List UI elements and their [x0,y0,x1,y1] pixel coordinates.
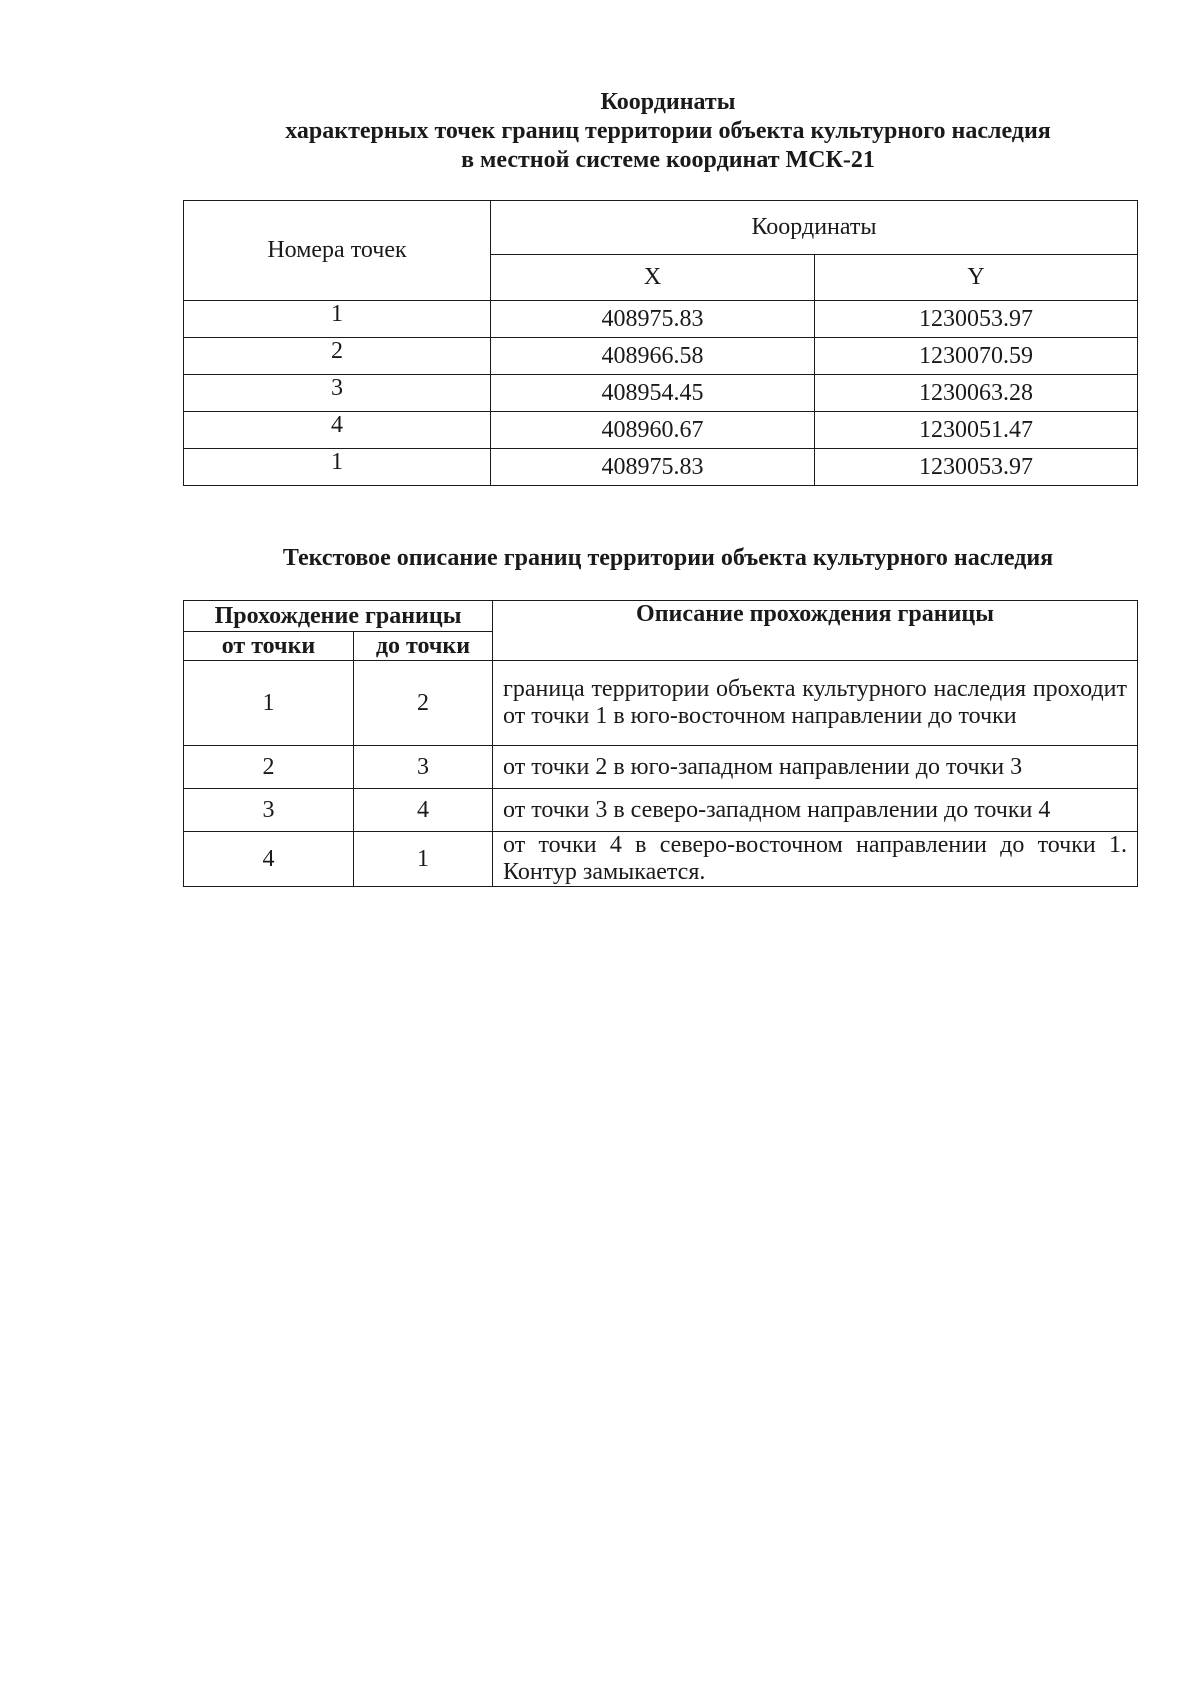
point-number: 2 [184,338,491,375]
table-row [184,375,1138,412]
from-point: 3 [184,789,354,832]
table-row [184,789,1138,832]
from-point: 4 [184,832,354,887]
header-to-point: до точки [354,632,493,661]
x-value: 408966.58 [491,338,815,375]
y-value: 1230053.97 [815,449,1138,486]
boundary-description-text: от точки 2 в юго-западном направлении до точки 3 [503,753,1023,780]
heading-line-1: Координаты [600,89,736,115]
boundary-description [493,789,1138,832]
heading-line-3: в местной системе координат МСК-21 [461,147,875,173]
boundary-description-text: граница территории объекта культурного наследия проходит от точки 1 в юго-восточном направлении до точки [503,676,1128,729]
coordinates-table [183,200,1138,486]
x-value: 408975.83 [491,449,815,486]
point-number: 4 [184,412,491,449]
boundary-description [493,832,1138,887]
x-value: 408960.67 [491,412,815,449]
table-row [184,661,1138,746]
document-heading [170,88,1166,175]
y-value: 1230053.97 [815,301,1138,338]
to-point: 4 [354,789,493,832]
boundary-description [493,661,1138,746]
y-value: 1230051.47 [815,412,1138,449]
to-point: 3 [354,746,493,789]
from-point: 2 [184,746,354,789]
boundary-description-text: от точки 3 в северо-западном направлении до точки 4 [503,796,1051,823]
y-value: 1230063.28 [815,375,1138,412]
table-row [184,338,1138,375]
table-row [184,301,1138,338]
from-point: 1 [184,661,354,746]
header-from-point: от точки [184,632,354,661]
table-row [184,832,1138,887]
header-point-numbers: Номера точек [184,201,491,301]
point-number: 1 [184,301,491,338]
header-description: Описание прохождения границы [493,601,1138,661]
boundary-description-table [183,600,1138,887]
point-number: 3 [184,375,491,412]
table-row [184,449,1138,486]
boundary-description [493,746,1138,789]
to-point: 2 [354,661,493,746]
table-row [184,412,1138,449]
header-boundary-passage: Прохождение границы [184,601,493,632]
section-title: Текстовое описание границ территории объекта культурного наследия [282,545,1054,571]
to-point: 1 [354,832,493,887]
x-value: 408954.45 [491,375,815,412]
x-value: 408975.83 [491,301,815,338]
table-row [184,746,1138,789]
heading-line-2: характерных точек границ территории объекта культурного наследия [285,118,1051,144]
point-number: 1 [184,449,491,486]
header-coordinates: Координаты [491,201,1138,255]
header-y: Y [815,255,1138,301]
header-x: X [491,255,815,301]
boundary-description-text: от точки 4 в северо-восточном направлении до точки 1. Контур замыкается. [503,832,1128,885]
y-value: 1230070.59 [815,338,1138,375]
